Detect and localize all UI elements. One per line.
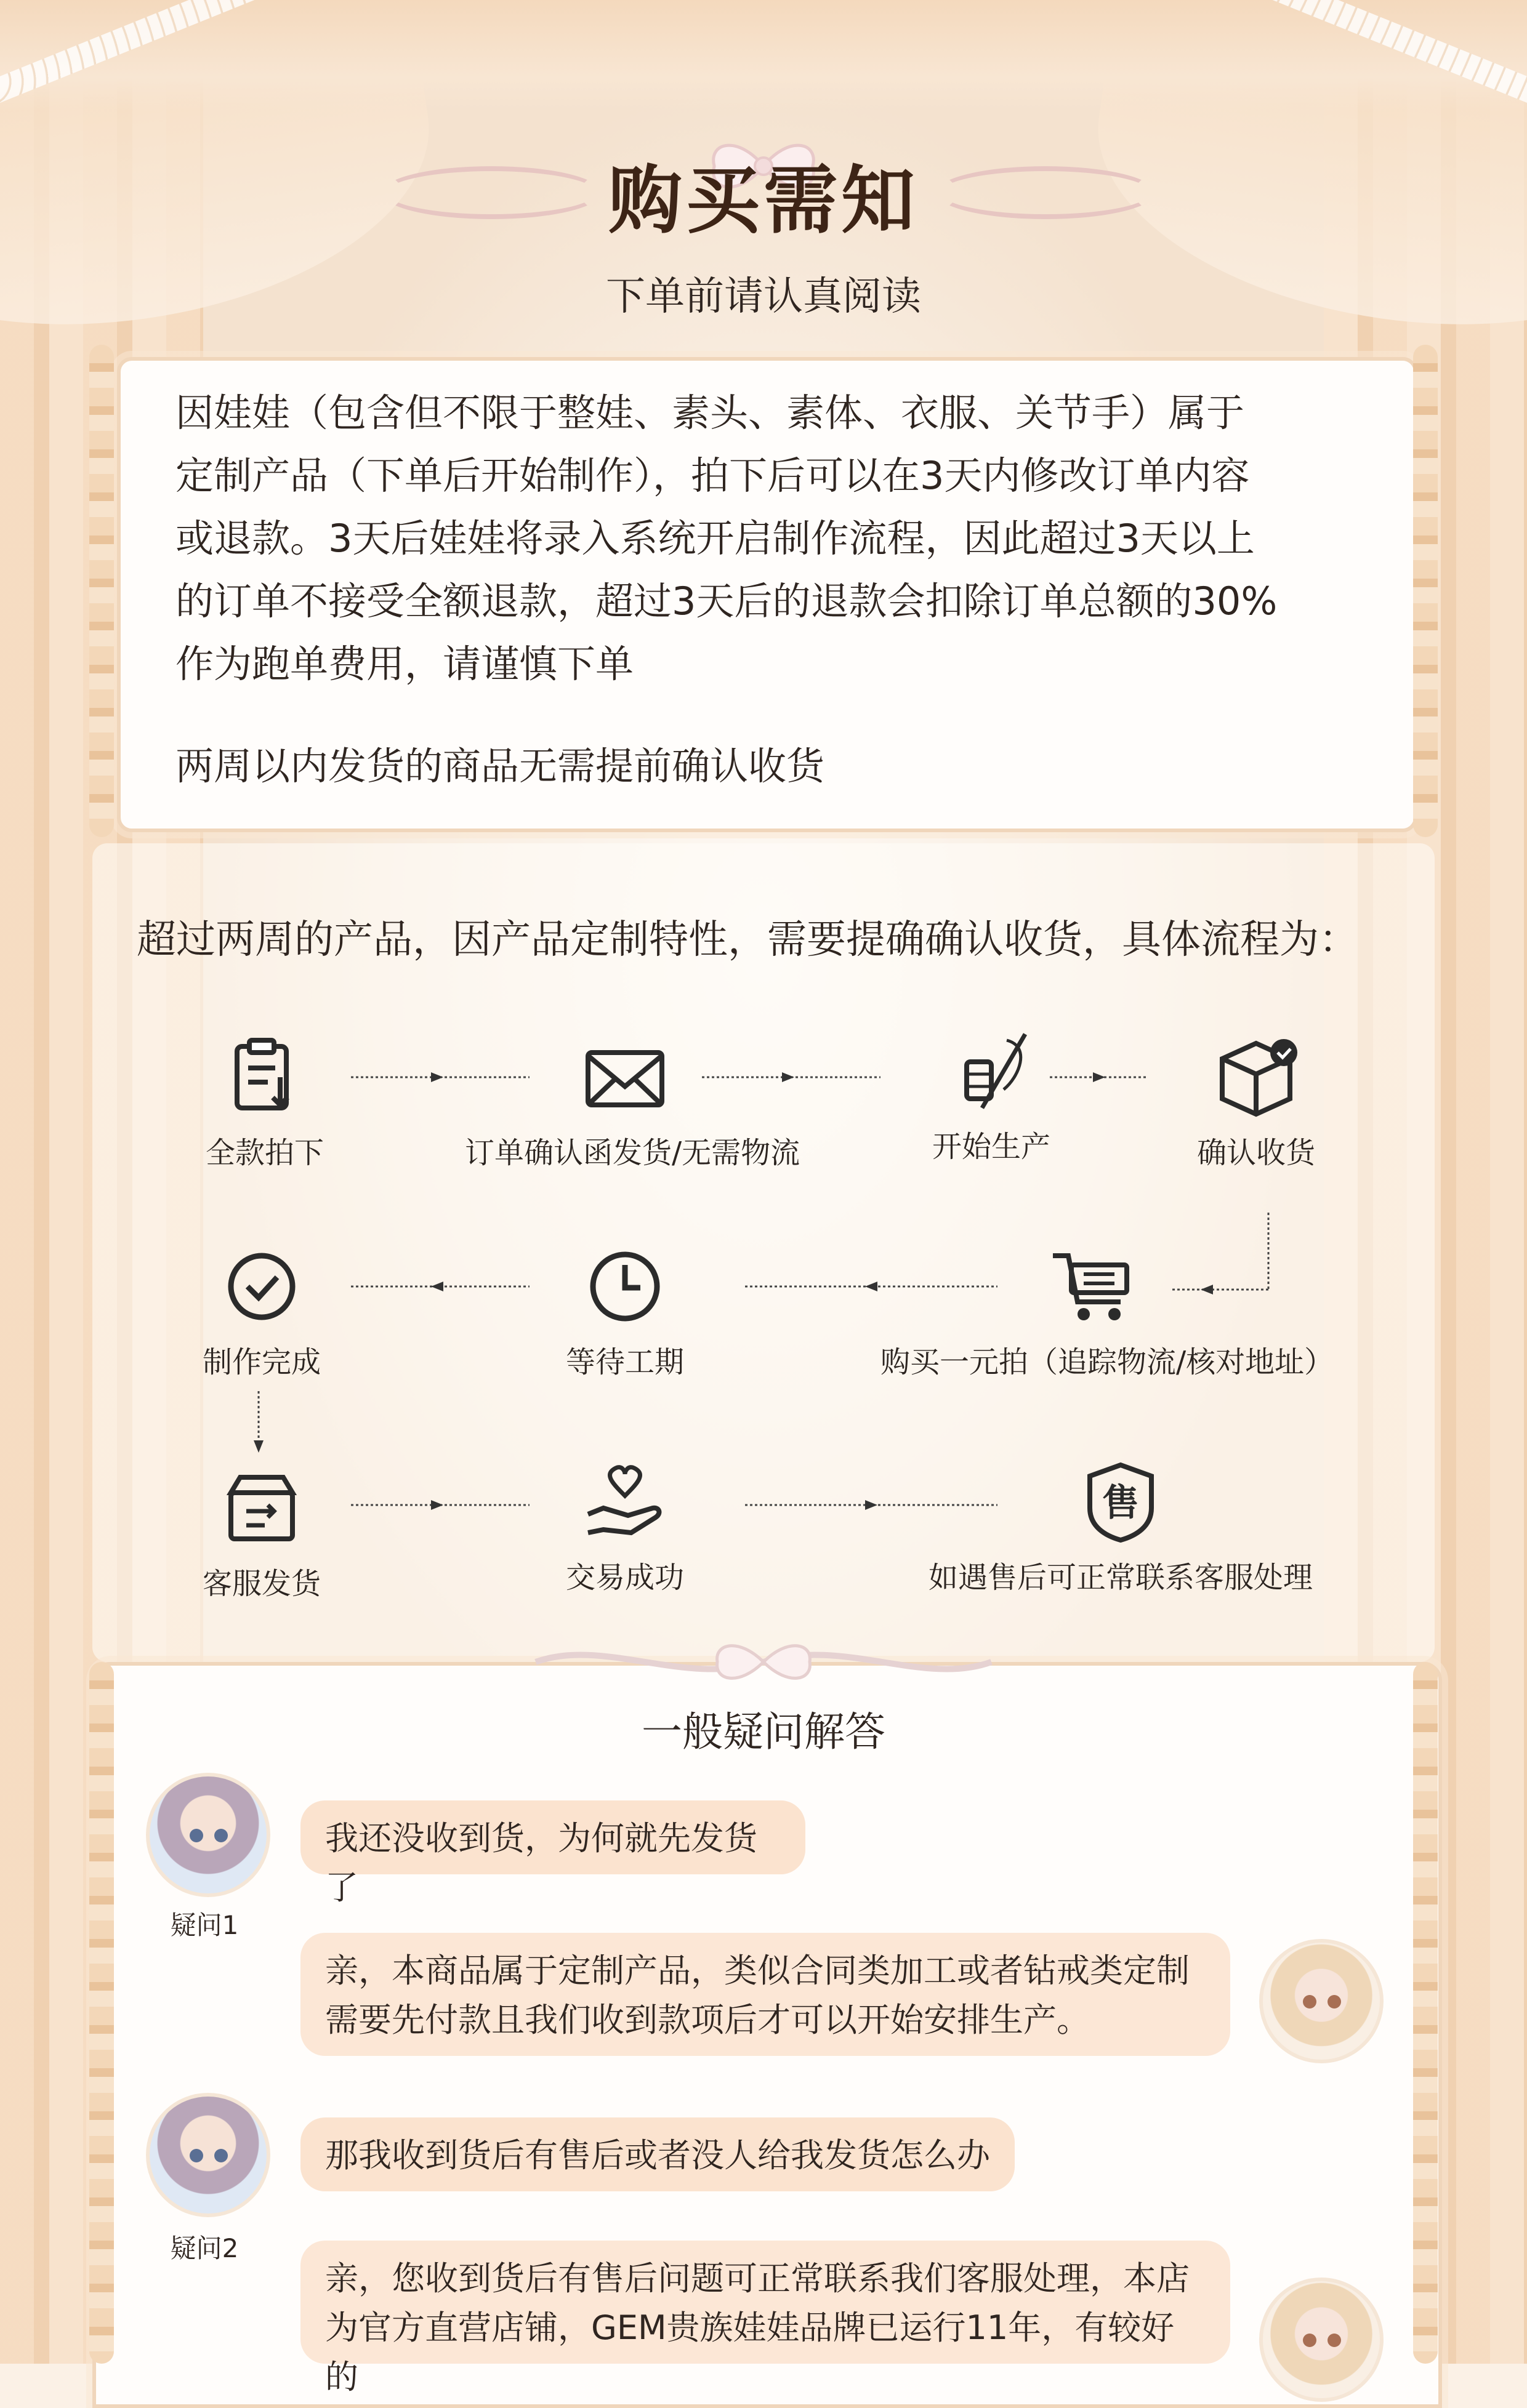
service-avatar [1259,2278,1384,2402]
flow-connector-down [249,1391,268,1459]
notice-line: 或退款。3天后娃娃将录入系统开启制作流程，因此超过3天以上 [175,516,1255,561]
faq-answer-bubble [300,1933,1230,2056]
flow-step-full-payment [105,1034,425,1171]
flow-step-deal-success [465,1459,785,1596]
clock-icon [579,1243,671,1330]
shopping-cart-icon [1047,1243,1139,1330]
notice-pillar-right [1413,345,1438,837]
notice-paragraph [175,382,1382,696]
notice-line: 作为跑单费用，请谨慎下单 [175,641,634,686]
faq-label: 疑问1 [170,1910,239,1940]
service-avatar [1259,1939,1384,2063]
flow-step-label: 如遇售后可正常联系客服处理 [928,1560,1313,1595]
faq-answer-bubble [300,2241,1230,2396]
ribbon-bow-ornament [530,1631,997,1693]
page-subtitle: 下单前请认真阅读 [606,274,921,319]
flow-step-confirm-receipt [1096,1034,1416,1171]
shield-char: 售 [1102,1482,1139,1525]
faq-question-bubble: 那我收到货后有售后或者没人给我发货怎么办 [300,2117,1015,2191]
faq-answer-line: 亲，本商品属于定制产品，类似合同类加工或者钻戒类定制 [325,1951,1190,1990]
flow-step-label: 确认收货 [1196,1136,1315,1170]
flow-step-completed [102,1243,422,1381]
page-title: 购买需知 [608,157,919,244]
questioner-avatar [146,1773,270,1897]
shipping-box-icon [216,1465,308,1551]
faq-question-bubble: 我还没收到货，为何就先发货了 [300,1800,805,1874]
faq-title: 一般疑问解答 [642,1708,885,1756]
faq-pillar-right [1413,1662,1438,2364]
notice-line: 定制产品（下单后开始制作），拍下后可以在3天内修改订单内容 [175,453,1250,498]
faq-answer-line: 需要先付款且我们收到款项后才可以开始安排生产。 [325,2001,1090,2039]
shield-shou-icon [1074,1459,1167,1545]
faq-pillar-left [89,1662,114,2364]
flow-step-label: 等待工期 [565,1345,684,1379]
flow-step-label: 制作完成 [202,1345,321,1379]
faq-answer-line: 为官方直营店铺，GEM贵族娃娃品牌已运行11年，有较好的 [325,2308,1175,2396]
clipboard-icon [219,1034,311,1120]
notice-pillar-left [89,345,114,837]
package-check-icon [1210,1034,1302,1120]
flow-step-shipping [102,1465,422,1602]
questioner-avatar [146,2093,270,2217]
curtain-valance [0,0,1527,111]
flow-step-waiting [465,1243,785,1381]
faq-answer-line: 亲，您收到货后有售后问题可正常联系我们客服处理，本店 [325,2259,1190,2298]
faq-label: 疑问2 [170,2233,239,2263]
notice-line: 因娃娃（包含但不限于整娃、素头、素体、衣服、关节手）属于 [175,390,1245,435]
heart-hand-icon [579,1459,671,1545]
flow-step-one-yuan [874,1243,1379,1381]
needle-thread-icon [945,1028,1037,1114]
flow-intro: 超过两周的产品，因产品定制特性，需要提确确认收货，具体流程为： [137,917,1358,963]
flow-step-label: 客服发货 [202,1567,321,1601]
flow-step-label: 订单确认函发货/无需物流 [465,1136,800,1170]
flow-step-label: 全款拍下 [205,1136,324,1170]
notice-line: 的订单不接受全额退款，超过3天后的退款会扣除订单总额的30% [175,579,1278,624]
flow-step-after-sales [893,1459,1348,1596]
flow-step-order-confirmation [465,1034,800,1171]
flow-step-label: 购买一元拍（追踪物流/核对地址） [880,1345,1334,1379]
envelope-icon [579,1034,671,1120]
notice-note: 两周以内发货的商品无需提前确认收货 [175,744,825,789]
check-circle-icon [216,1243,308,1330]
flow-step-label: 交易成功 [565,1560,684,1595]
page-title-wrap [0,142,1527,247]
flow-step-label: 开始生产 [932,1130,1050,1164]
